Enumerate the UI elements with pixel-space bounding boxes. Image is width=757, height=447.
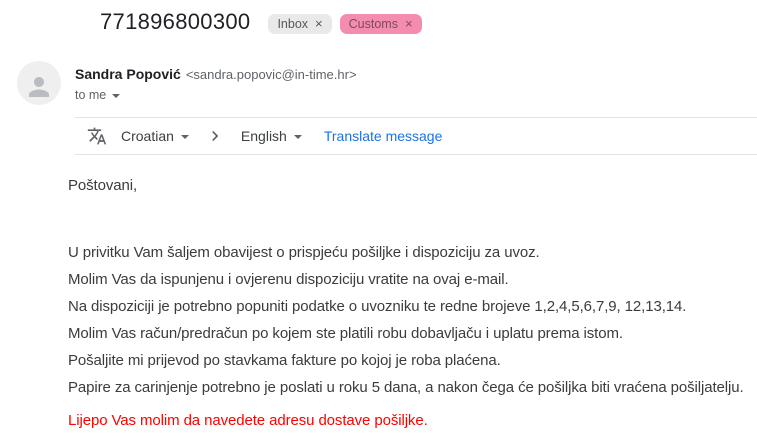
body-line: U privitku Vam šaljem obavijest o prispjeću pošiljke i dispoziciju za uvoz.	[68, 244, 540, 261]
delivery-address-note: Lijepo Vas molim da navedete adresu dostave pošiljke.	[68, 412, 428, 429]
show-details-icon[interactable]	[112, 94, 120, 98]
body-line: Papire za carinjenje potrebno je poslati u roku 5 dana, a nakon čega će pošiljka biti vraćena pošiljatelju.	[68, 379, 744, 396]
body-line: Pošaljite mi prijevod po stavkama fakture po kojoj je roba plaćena.	[68, 352, 501, 369]
source-language-dropdown[interactable]	[121, 128, 189, 144]
sender-name[interactable]: Sandra Popović	[75, 66, 181, 82]
close-icon[interactable]: ×	[315, 16, 323, 31]
recipient-summary[interactable]	[75, 88, 357, 102]
arrow-drop-down-icon	[294, 135, 302, 139]
recipient-label: to me	[75, 88, 107, 102]
label-chips	[268, 14, 421, 34]
body-greeting: Poštovani,	[68, 177, 138, 194]
person-icon	[24, 72, 54, 102]
body-spacer	[68, 199, 757, 239]
sender-info	[75, 61, 357, 105]
body-line: Molim Vas da ispunjenu i ovjerenu dispoziciju vratite na ovaj e-mail.	[68, 271, 509, 288]
translate-bar	[75, 117, 757, 155]
arrow-drop-down-icon	[181, 135, 189, 139]
target-language-label: English	[240, 128, 287, 144]
label-chip-inbox[interactable]	[268, 14, 331, 34]
label-chip-inbox-text: Inbox	[277, 16, 309, 31]
body-line: Na dispoziciji je potrebno popuniti podatke o uvozniku te redne brojeve 1,2,4,5,6,7,9, 12,13,14.	[68, 298, 687, 315]
sender-row	[17, 61, 757, 105]
translate-icon	[87, 126, 107, 146]
avatar[interactable]	[17, 61, 61, 105]
chevron-right-icon	[205, 126, 225, 146]
sender-email: <sandra.popovic@in-time.hr>	[185, 67, 357, 82]
label-chip-customs-text: Customs	[348, 16, 398, 31]
target-language-dropdown[interactable]	[241, 128, 302, 144]
email-subject: 771896800300	[100, 9, 251, 34]
body-line: Molim Vas račun/predračun po kojem ste platili robu dobavljaču i uplatu prema istom.	[68, 325, 623, 342]
label-chip-customs[interactable]	[340, 14, 422, 34]
email-body	[68, 172, 757, 434]
subject-row	[0, 0, 757, 35]
source-language-label: Croatian	[121, 128, 174, 144]
translate-message-link[interactable]: Translate message	[323, 128, 443, 144]
close-icon[interactable]: ×	[404, 16, 413, 31]
